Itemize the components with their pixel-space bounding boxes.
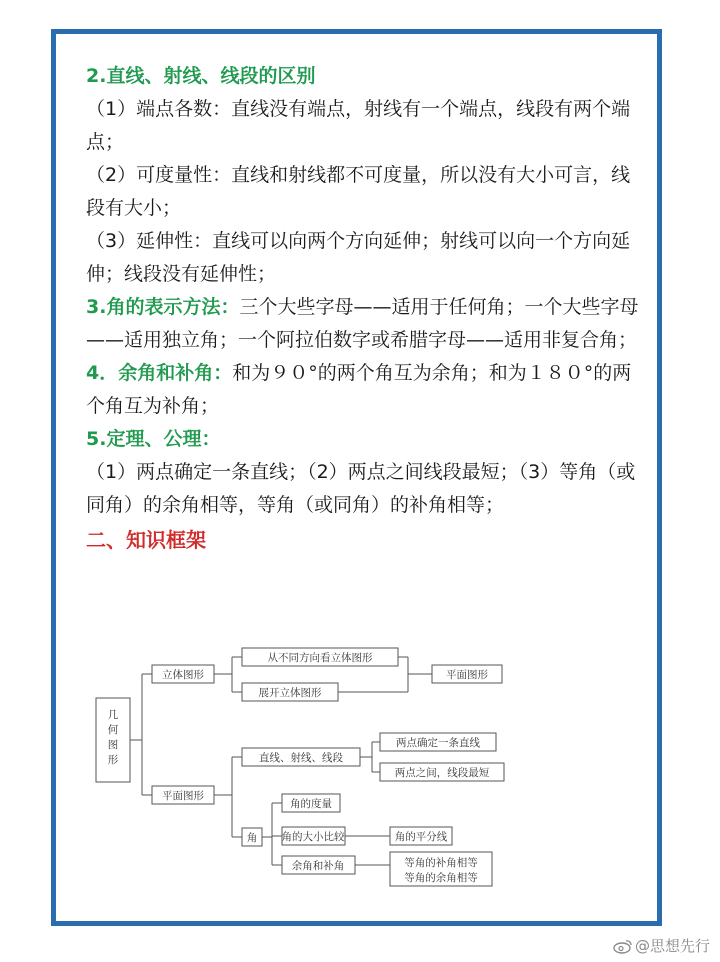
node-line-fact-1 xyxy=(380,733,496,751)
node-angle-compare xyxy=(282,827,346,845)
part-2-title: 二、知识框架 xyxy=(86,528,206,552)
section-2-item-1: （1）端点各数：直线没有端点，射线有一个端点，线段有两个端点； xyxy=(86,98,631,153)
node-lines xyxy=(242,748,360,766)
section-5-title: 5.定理、公理： xyxy=(86,428,221,450)
node-plane xyxy=(152,786,214,804)
node-comp-fact-2-label: 等角的余角相等 xyxy=(404,872,478,884)
section-3-text: 三个大些字母——适用于任何角；一个大些字母——适用独立角；一个阿拉伯数字或希腊字母——适用非复合角； xyxy=(86,296,639,351)
section-2-item-3: （3）延伸性：直线可以向两个方向延伸；射线可以向一个方向延伸；线段没有延伸性； xyxy=(86,230,631,285)
node-comp-fact-1-label: 等角的补角相等 xyxy=(404,857,478,869)
section-4 xyxy=(86,357,648,423)
knowledge-framework-diagram xyxy=(90,640,520,895)
svg-text:形: 形 xyxy=(107,754,119,766)
section-3 xyxy=(86,291,648,357)
node-angle-comp-label: 余角和补角 xyxy=(291,860,345,872)
node-solid-unfold xyxy=(242,683,338,701)
svg-text:图: 图 xyxy=(107,739,119,751)
watermark xyxy=(613,935,710,956)
node-comp-facts xyxy=(390,852,492,886)
node-solid-label: 立体图形 xyxy=(162,669,204,681)
node-angle-measure xyxy=(282,794,340,812)
watermark-text: @思想先行 xyxy=(634,937,710,955)
node-angle-label: 角 xyxy=(246,832,258,844)
section-2-item-2: （2）可度量性：直线和射线都不可度量，所以没有大小可言，线段有大小； xyxy=(86,164,631,219)
node-solid-unfold-label: 展开立体图形 xyxy=(258,687,322,699)
section-4-title: 4．余角和补角： xyxy=(86,362,233,384)
node-line-fact-2 xyxy=(380,763,504,781)
node-angle-bisector-label: 角的平分线 xyxy=(394,831,448,843)
node-root xyxy=(96,698,130,782)
node-plane-label: 平面图形 xyxy=(162,790,204,802)
section-5-text: （1）两点确定一条直线；（2）两点之间线段最短；（3）等角（或同角）的余角相等，等角（或同角）的补角相等； xyxy=(86,461,636,516)
node-line-fact-1-label: 两点确定一条直线 xyxy=(396,737,480,749)
node-angle-compare-label: 角的大小比较 xyxy=(281,831,345,843)
node-plane-shape-label: 平面图形 xyxy=(446,669,488,681)
node-solid-view xyxy=(242,648,398,666)
node-solid-view-label: 从不同方向看立体图形 xyxy=(267,652,373,664)
notes-content xyxy=(86,60,648,557)
svg-text:几: 几 xyxy=(107,709,119,721)
weibo-icon xyxy=(613,938,633,954)
section-3-title: 3.角的表示方法： xyxy=(86,296,240,318)
node-solid xyxy=(152,665,214,683)
node-angle-bisector xyxy=(390,827,452,845)
node-angle xyxy=(242,828,262,846)
node-angle-comp xyxy=(282,856,355,874)
node-plane-shape xyxy=(432,665,502,683)
node-angle-measure-label: 角的度量 xyxy=(290,798,332,810)
section-4-text: 和为９０°的两个角互为余角；和为１８０°的两个角互为补角； xyxy=(86,362,632,417)
node-line-fact-2-label: 两点之间，线段最短 xyxy=(394,767,490,779)
section-2-title: 2.直线、射线、线段的区别 xyxy=(86,65,316,87)
svg-text:何: 何 xyxy=(107,724,119,736)
node-lines-label: 直线、射线、线段 xyxy=(259,752,343,764)
